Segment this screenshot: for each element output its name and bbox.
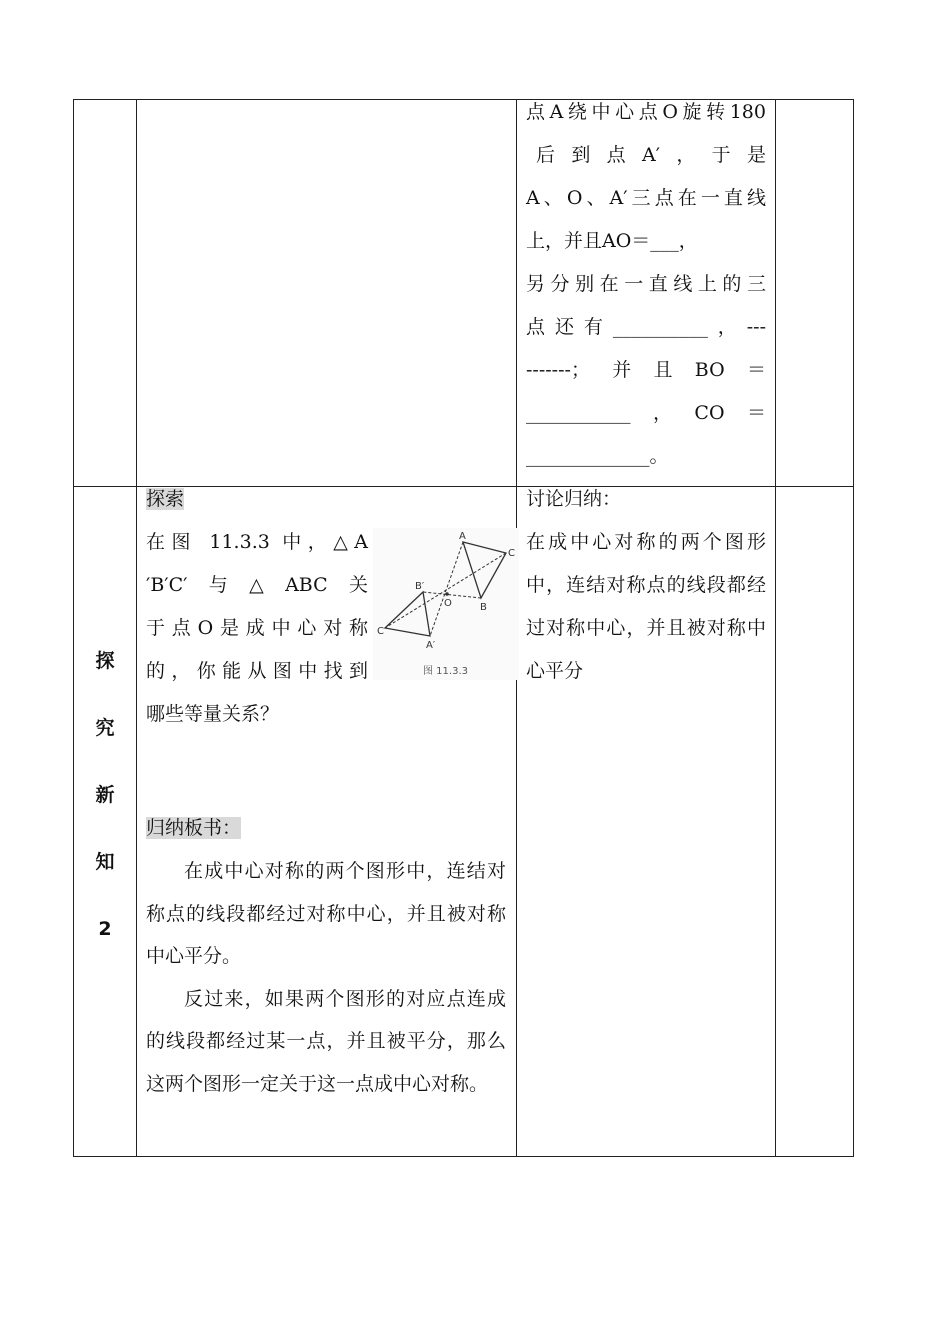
section-label xyxy=(73,628,137,963)
summary-paragraph-1: 在成中心对称的两个图形中，连结对称点的线段都经过对称中心，并且被对称中心平分。 xyxy=(146,860,506,967)
summary-block xyxy=(146,807,506,1105)
summary-paragraph-2: 反过来，如果两个图形的对应点连成的线段都经过某一点，并且被平分，那么这两个图形一定关于这一点成中心对称。 xyxy=(146,987,506,1095)
text-line: 哪些等量关系？ xyxy=(146,703,280,725)
explore-block xyxy=(146,478,368,736)
central-symmetry-figure xyxy=(373,528,519,680)
section-label-char: 究 xyxy=(95,717,115,739)
text-line: _____________。 xyxy=(526,445,669,467)
discussion-tag: 讨论归纳： xyxy=(526,488,622,510)
text-line: 点还有__________，--- xyxy=(526,316,766,338)
table-right-border xyxy=(853,99,854,1157)
text-line: 于点O是成中心对称 xyxy=(146,617,368,639)
discussion-text: 在成中心对称的两个图形中，连结对称点的线段都经过对称中心，并且被对称中心平分 xyxy=(526,531,766,682)
summary-tag: 归纳板书： xyxy=(146,817,242,839)
label-b: B xyxy=(480,602,487,613)
section-label-char: 探 xyxy=(95,650,115,672)
section-label-char: 新 xyxy=(95,784,115,806)
table-bottom-border xyxy=(73,1156,854,1157)
label-b-prime: B′ xyxy=(415,581,425,592)
text-line: 在图 11.3.3 中，△A xyxy=(146,531,368,553)
figure-caption: 图 11.3.3 xyxy=(423,666,468,677)
label-o: O xyxy=(444,598,452,609)
explore-tag: 探索 xyxy=(146,488,185,510)
text-line: 点A绕中心点O旋转180 xyxy=(526,101,766,123)
text-line: ___________，CO＝ xyxy=(526,402,766,424)
label-c-prime: C xyxy=(377,626,384,637)
text-line: ′B′C′与△ABC关 xyxy=(146,574,368,596)
text-line: 后到点A′，于是 xyxy=(536,144,766,166)
text-line: A、O、A′三点在一直线 xyxy=(526,187,766,209)
column-divider-3 xyxy=(775,99,776,1157)
label-a: A xyxy=(459,531,466,542)
text-line: 上，并且AO＝___， xyxy=(526,230,698,252)
center-point-o xyxy=(445,592,449,596)
discussion-block xyxy=(526,478,766,693)
text-line: 的，你能从图中找到 xyxy=(146,660,368,682)
section-label-char: 2 xyxy=(98,918,112,940)
text-line: 另分别在一直线上的三 xyxy=(526,273,766,295)
rotation-exercise-text xyxy=(526,91,766,478)
label-a-prime: A′ xyxy=(426,640,436,651)
section-label-char: 知 xyxy=(95,851,115,873)
label-c: C xyxy=(508,548,515,559)
text-line: -------；并且BO＝ xyxy=(526,359,766,381)
